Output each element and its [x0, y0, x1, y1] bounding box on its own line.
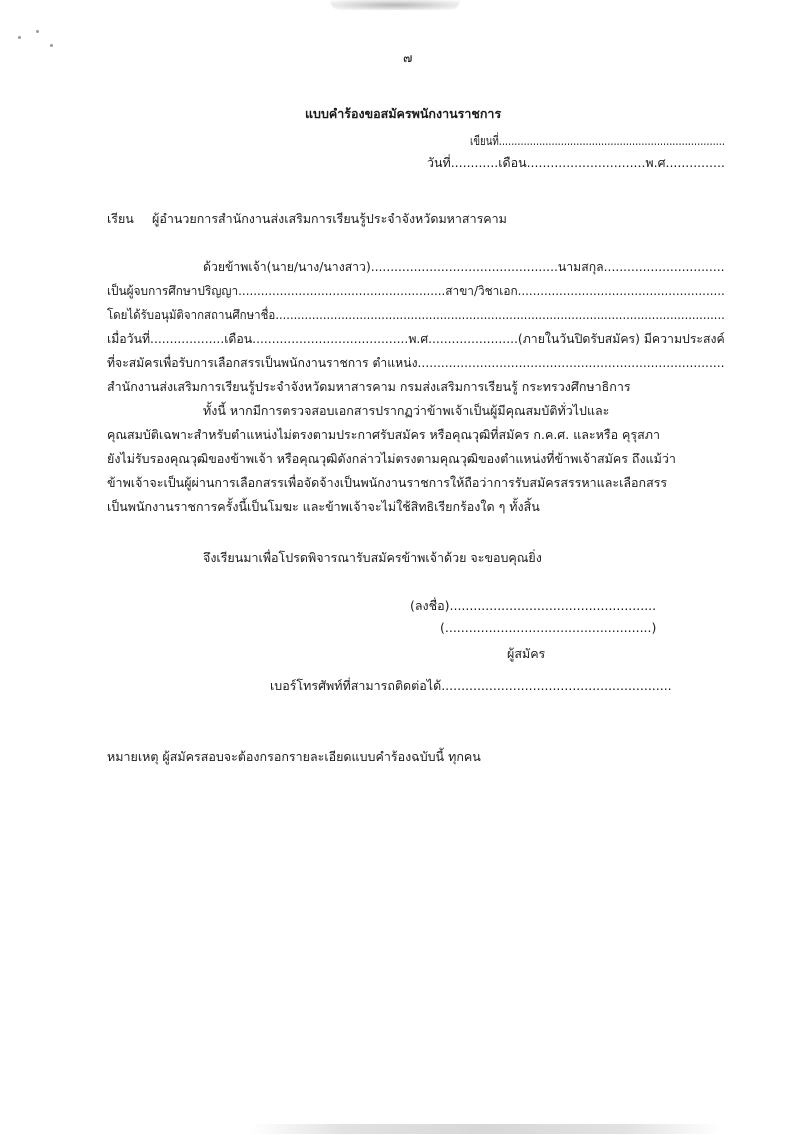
- condition-line-5: เป็นพนักงานราชการครั้งนี้เป็นโมฆะ และข้าพเจ้าจะไม่ใช้สิทธิเรียกร้องใด ๆ ทั้งสิ้น: [107, 499, 540, 514]
- date-line: วันที่............เดือน..............................พ.ศ...............: [427, 155, 725, 170]
- condition-line-1: ทั้งนี้ หากมีการตรวจสอบเอกสารปรากฏว่าข้าพเจ้าเป็นผู้มีคุณสมบัติทั่วไปและ: [203, 403, 610, 418]
- condition-line-2: คุณสมบัติเฉพาะสำหรับตำแหน่งไม่ตรงตามประกาศรับสมัคร หรือคุณวุฒิที่สมัคร ก.ค.ศ. และหรือ คุรุสภา: [107, 427, 661, 442]
- salutation-recipient: ผู้อำนวยการสำนักงานส่งเสริมการเรียนรู้ประจำจังหวัดมหาสารคาม: [152, 211, 507, 226]
- degree-line: เป็นผู้จบการศึกษาปริญญา.......................................................สาขา/วิชาเอก.......................................................: [107, 283, 725, 298]
- written-at-line: เขียนที่.........................................................................: [470, 133, 725, 148]
- condition-line-4: ข้าพเจ้าจะเป็นผู้ผ่านการเลือกสรรเพื่อจัดจ้างเป็นพนักงานราชการให้ถือว่าการรับสมัครสรรหาและเลือกสรร: [107, 475, 668, 490]
- closing-text: จึงเรียนมาเพื่อโปรดพิจารณารับสมัครข้าพเจ้าด้วย จะขอบคุณยิ่ง: [203, 550, 542, 565]
- scan-shadow-bottom: [250, 1124, 720, 1134]
- page-number: ๗: [403, 50, 413, 65]
- applicant-name-line: ด้วยข้าพเจ้า(นาย/นาง/นางสาว)................................................นามสกุล...............................: [203, 259, 725, 274]
- printed-name-line: (....................................................): [440, 620, 657, 635]
- form-title: แบบคำร้องขอสมัครพนักงานราชการ: [305, 106, 502, 121]
- salutation-label: เรียน: [107, 211, 134, 226]
- institution-line: โดยได้รับอนุมัติจากสถานศึกษาชื่อ...........................................................................................................................: [107, 307, 725, 322]
- graduation-date-line: เมื่อวันที่...................เดือน........................................พ.ศ.......................(ภายในวันปิดรับสมัคร) มีความประสงค์: [107, 331, 725, 346]
- scan-speck: [50, 44, 53, 47]
- note-text: หมายเหตุ ผู้สมัครสอบจะต้องกรอกรายละเอียดแบบคำร้องฉบับนี้ ทุกคน: [107, 749, 481, 764]
- applicant-role: ผู้สมัคร: [507, 646, 546, 661]
- phone-line: เบอร์โทรศัพท์ที่สามารถติดต่อได้..........................................................: [270, 678, 672, 693]
- signature-line: (ลงชื่อ)....................................................: [410, 598, 657, 613]
- condition-line-3: ยังไม่รับรองคุณวุฒิของข้าพเจ้า หรือคุณวุฒิดังกล่าวไม่ตรงตามคุณวุฒิของตำแหน่งที่ข้าพเจ้าสมัคร ถึงแม้ว่า: [107, 451, 676, 466]
- scan-speck: [36, 30, 39, 33]
- scan-speck: [18, 36, 21, 39]
- position-line: ที่จะสมัครเพื่อรับการเลือกสรรเป็นพนักงานราชการ ตำแหน่ง...............................................................................: [107, 355, 725, 370]
- office-line: สำนักงานส่งเสริมการเรียนรู้ประจำจังหวัดมหาสารคาม กรมส่งเสริมการเรียนรู้ กระทรวงศึกษาธิการ: [107, 379, 631, 394]
- scan-shadow-top: [330, 0, 460, 10]
